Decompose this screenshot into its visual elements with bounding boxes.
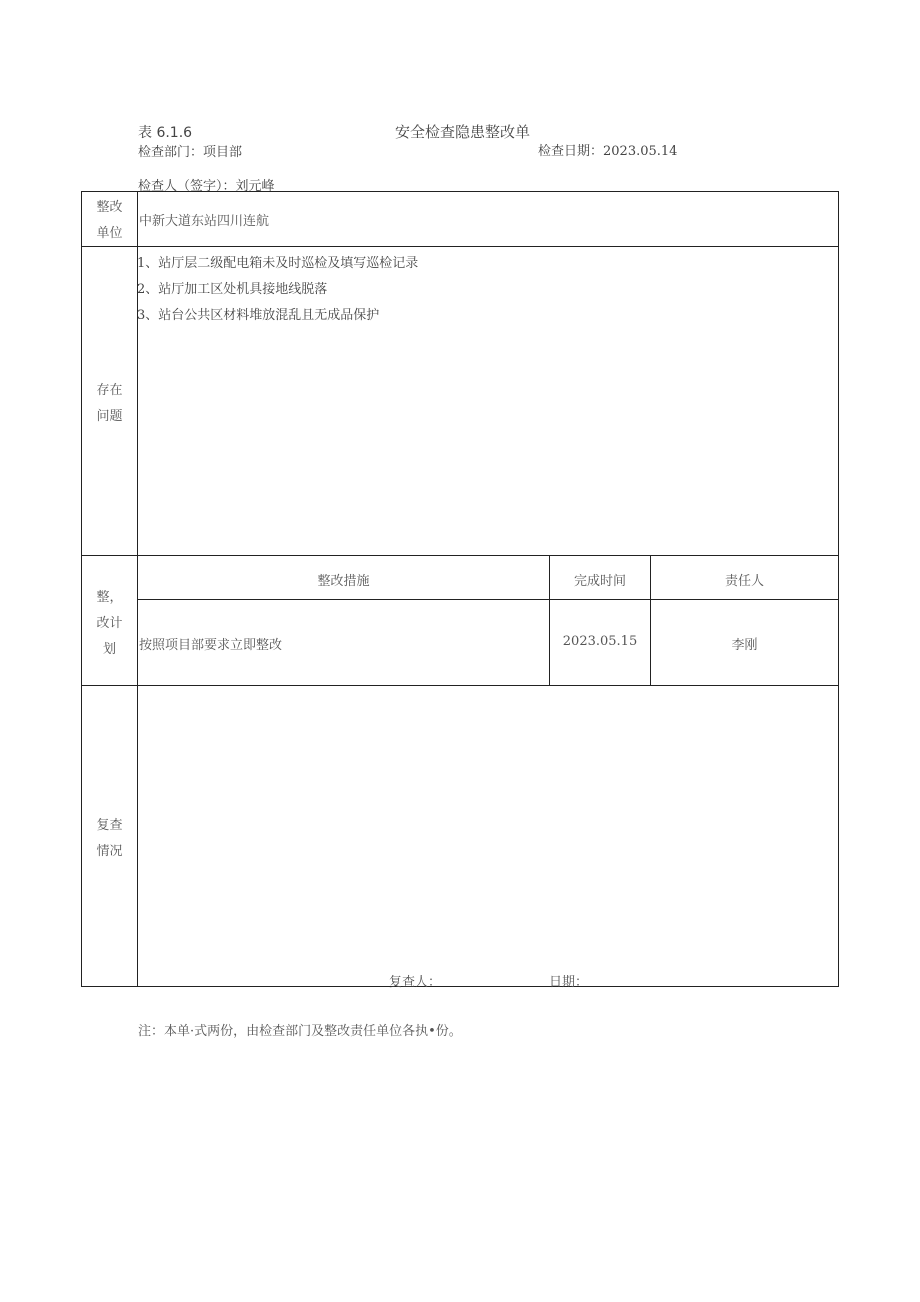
completion-time-value: 2023.05.15 (562, 634, 638, 649)
problem-item: 1、站厅层二级配电箱未及时巡检及填写巡检记录 (137, 256, 419, 271)
measure-header: 整改措施 (317, 574, 370, 589)
row-divider (82, 246, 838, 247)
measure-value: 按照项目部要求立即整改 (139, 638, 283, 653)
problem-item: 3、站台公共区材料堆放混乱且无成品保护 (137, 308, 380, 323)
plan-label: 整， 改计 划 (96, 590, 123, 657)
inspection-date: 检查日期：2023.05.14 (538, 144, 678, 159)
review-date-label: 日期： (549, 975, 589, 990)
row-divider (82, 555, 838, 556)
footnote: 注：本单·式两份，由检查部门及整改责任单位各执•份。 (138, 1024, 462, 1039)
reviewer-label: 复查人： (389, 975, 442, 990)
table-number: 表 6.1.6 (138, 125, 193, 141)
page-title: 安全检查隐患整改单 (395, 123, 531, 141)
problems-label: 存在 问题 (96, 383, 123, 424)
problem-item: 2、站厅加工区处机具接地线脱落 (137, 282, 328, 297)
review-label: 复查 情况 (96, 818, 123, 859)
completion-time-header: 完成时间 (573, 574, 626, 589)
unit-label: 整改 单位 (96, 200, 123, 241)
responsible-person-value: 李刚 (731, 638, 758, 653)
inspection-department: 检查部门：项目部 (138, 145, 243, 160)
row-divider (137, 599, 838, 600)
rectification-table (81, 191, 839, 990)
responsible-person-header: 责任人 (724, 574, 764, 589)
row-divider (82, 685, 838, 686)
unit-value: 中新大道东站四川连航 (139, 214, 270, 229)
inspector-signature: 检查人（签字）：刘元峰 (138, 179, 275, 194)
